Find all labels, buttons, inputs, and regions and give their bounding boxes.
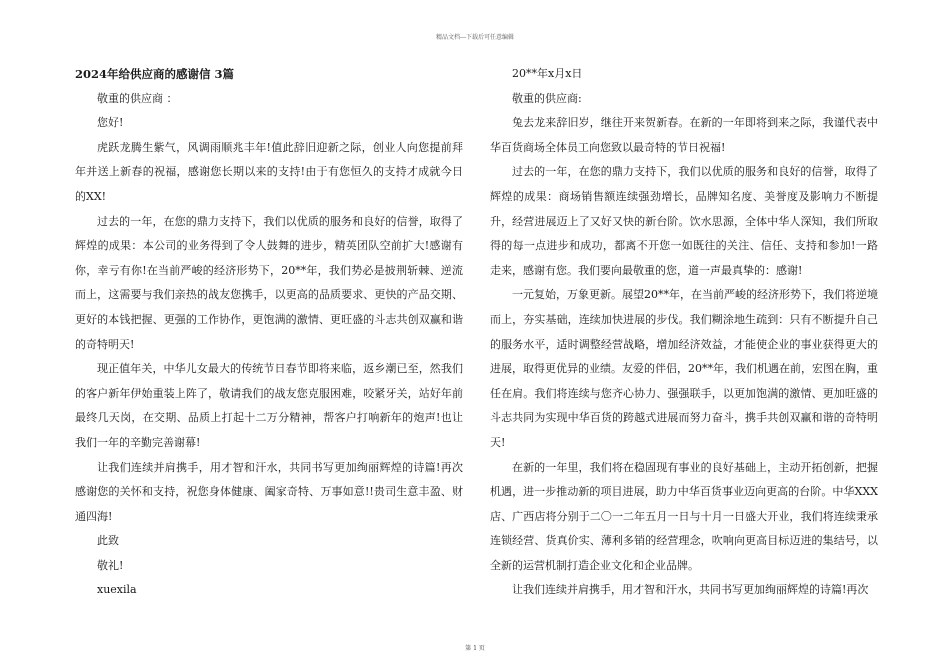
paragraph: 一元复始，万象更新。展望20**年，在当前严峻的经济形势下，我们将逆境而上，夯实基础，连续加快进展的步伐。我们糊涂地生疏到：只有不断提升自己的服务水平，适时调整经营战略，增加经济效益，才能使企业的事业获得更大的进展，取得更优异的业绩。友爱的伴侣，20**年，我们机遇在前，宏图在胸，重任在肩。我们将连续与您齐心协力、强强联手，以更加饱满的激情、更加旺盛的斗志共同为实现中华百货的跨越式进展而努力奋斗，携手共创双赢和谐的奇特明天! [490,288,878,449]
paragraph: 过去的一年，在您的鼎力支持下，我们以优质的服务和良好的信誉，取得了辉煌的成果：商场销售额连续强劲增长，品牌知名度、美誉度及影响力不断提升，经营进展迈上了又好又快的新台阶。饮水思源，全体中华人深知，我们所取得的每一点进步和成功，都离不开您一如既往的关注、信任、支持和参加!一路走来，感谢有您。我们要向最敬重的您，道一声最真挚的：感谢! [490,165,878,277]
right-column [490,62,878,603]
left-column [75,62,463,603]
page-header: 精品文档---下载后可任意编辑 [435,34,515,41]
paragraph: 现正值年关，中华儿女最大的传统节日春节即将来临，返乡潮已至，然我们的客户新年伊始重装上阵了，敬请我们的战友您克服困难，咬紧牙关，站好年前最终几天岗，在交期、品质上打起十二万分精神，帮客户打响新年的炮声!也让我们一年的辛勤完善谢幕! [75,362,463,449]
letter-date: 20**年x月x日 [512,67,583,80]
paragraph: 过去的一年，在您的鼎力支持下，我们以优质的服务和良好的信誉，取得了辉煌的成果：本公司的业务得到了令人鼓舞的进步，精英团队空前扩大!感谢有你，幸亏有你!在当前严峻的经济形势下，20**年，我们势必是披荆斩棘、逆流而上，这需要与我们亲热的战友您携手，以更高的品质要求、更快的产品交期、更好的本钱把握、更强的工作协作，更饱满的激情、更旺盛的斗志共创双赢和谐的奇特明天! [75,214,463,351]
paragraph: 让我们连续并肩携手，用才智和汗水，共同书写更加绚丽辉煌的诗篇!再次 [512,583,869,597]
paragraph: 虎跃龙腾生紫气，风调雨顺兆丰年!值此辞旧迎新之际，创业人向您提前拜年并送上新春的祝福，感谢您长期以来的支持!由于有您恒久的支持才成就今日的XX! [75,140,463,203]
paragraph: 让我们连续并肩携手，用才智和汗水，共同书写更加绚丽辉煌的诗篇!再次感谢您的关怀和支持，祝您身体健康、阖家奇特、万事如意!!贵司生意丰盈、财通四海! [75,460,463,523]
closing-salute: 敬礼! [97,558,124,572]
closing-line: 此致 [97,534,119,548]
greeting: 您好! [97,116,124,130]
salutation: 敬重的供应商 ： [97,91,178,105]
page-number: 第 1 页 [465,645,485,652]
paragraph: 在新的一年里，我们将在稳固现有事业的良好基础上，主动开拓创新，把握机遇，进一步推动新的项目进展，助力中华百货事业迈向更高的台阶。中华XXX店、广西店将分别于二〇一二年五月一日与十月一日盛大开业，我们将连续秉承连锁经营、货真价实、薄利多销的经营理念，吹响向更高目标迈进的集结号，以全新的运营机制打造企业文化和企业品牌。 [490,460,878,572]
salutation: 敬重的供应商: [512,91,582,105]
signature: xuexila [97,583,137,597]
document-title: 2024年给供应商的感谢信 3篇 [75,67,235,81]
paragraph: 兔去龙来辞旧岁，继往开来贺新春。在新的一年即将到来之际，我谨代表中华百货商场全体员工向您致以最奇特的节日祝福! [490,116,878,154]
